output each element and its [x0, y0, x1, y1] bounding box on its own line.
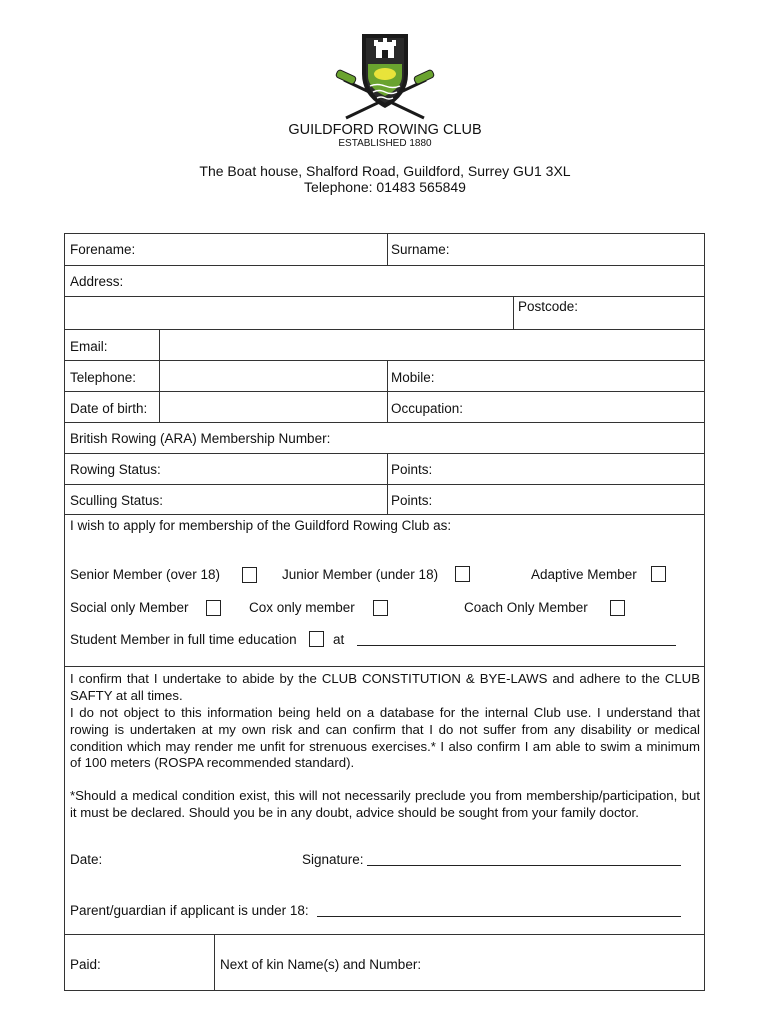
forename-label: Forename: [70, 242, 136, 257]
cox-member-checkbox[interactable] [373, 600, 388, 616]
telephone-field[interactable] [159, 361, 387, 391]
date-label: Date: [70, 852, 103, 867]
surname-label: Surname: [391, 242, 450, 257]
signature-line[interactable] [367, 865, 681, 866]
declaration-paragraph-2: I do not object to this information being held on a database for the internal Club use. I understand that rowing is undertaken at my own risk and can confirm that I do not suffer from any disability or medical condition which may render me unfit for strenuous exercises.* I also confirm I am able to swim a minimum of 100 meters (ROSPA recommended standard). [70, 705, 700, 771]
rowing-status-label: Rowing Status: [70, 462, 161, 477]
senior-member-checkbox[interactable] [242, 567, 257, 583]
phone-row [65, 360, 704, 391]
dob-field[interactable] [159, 392, 387, 422]
address-field[interactable] [65, 265, 704, 296]
forename-field[interactable] [65, 234, 387, 265]
sculling-points-label: Points: [391, 493, 433, 508]
email-field[interactable] [159, 330, 704, 360]
dob-label: Date of birth: [70, 401, 148, 416]
next-of-kin-label: Next of kin Name(s) and Number: [220, 957, 422, 972]
postcode-label: Postcode: [518, 299, 579, 314]
next-of-kin-field[interactable] [214, 935, 704, 990]
sculling-status-label: Sculling Status: [70, 493, 164, 508]
rowing-status-field[interactable] [65, 454, 387, 484]
paid-field[interactable] [65, 935, 214, 990]
occupation-label: Occupation: [391, 401, 464, 416]
student-member-label: Student Member in full time education [70, 632, 297, 647]
social-member-label: Social only Member [70, 600, 189, 615]
parent-guardian-line[interactable] [317, 916, 681, 917]
sculling-status-row [65, 484, 704, 514]
postcode-field[interactable] [513, 297, 704, 329]
cox-member-label: Cox only member [249, 600, 355, 615]
email-row [65, 329, 704, 360]
student-member-checkbox[interactable] [309, 631, 324, 647]
occupation-field[interactable] [387, 392, 704, 422]
rowing-status-row [65, 453, 704, 484]
established-year: ESTABLISHED 1880 [338, 138, 432, 149]
social-member-checkbox[interactable] [206, 600, 221, 616]
email-label: Email: [70, 339, 108, 354]
name-row [65, 234, 704, 265]
rowing-points-label: Points: [391, 462, 433, 477]
senior-member-label: Senior Member (over 18) [70, 567, 221, 582]
sculling-status-field[interactable] [65, 485, 387, 514]
ara-label: British Rowing (ARA) Membership Number: [70, 431, 331, 446]
club-crest-logo [330, 30, 440, 120]
declaration-section [65, 666, 704, 937]
telephone-label: Telephone: [70, 370, 137, 385]
coach-member-checkbox[interactable] [610, 600, 625, 616]
student-institution-line[interactable] [357, 645, 676, 646]
adaptive-member-checkbox[interactable] [651, 566, 666, 582]
mobile-label: Mobile: [391, 370, 435, 385]
dob-row [65, 391, 704, 422]
membership-form [64, 233, 705, 991]
sculling-points-field[interactable] [387, 485, 704, 514]
club-name: GUILDFORD ROWING CLUB [288, 122, 482, 138]
signature-label: Signature: [302, 852, 364, 867]
junior-member-label: Junior Member (under 18) [282, 567, 439, 582]
rowing-points-field[interactable] [387, 454, 704, 484]
paid-row [65, 934, 704, 990]
club-address: The Boat house, Shalford Road, Guildford, Surrey GU1 3XL [199, 163, 571, 179]
membership-section [65, 514, 704, 655]
mobile-field[interactable] [387, 361, 704, 391]
parent-guardian-label: Parent/guardian if applicant is under 18: [70, 903, 309, 918]
adaptive-member-label: Adaptive Member [531, 567, 637, 582]
address-label: Address: [70, 274, 124, 289]
postcode-row [65, 296, 704, 329]
club-telephone: Telephone: 01483 565849 [304, 179, 466, 195]
student-at-label: at [333, 632, 345, 647]
coach-member-label: Coach Only Member [464, 600, 588, 615]
medical-note: *Should a medical condition exist, this will not necessarily preclude you from membership/participation, but it must be declared. Should you be in any doubt, advice should be sought from your family doctor. [70, 788, 700, 820]
surname-field[interactable] [387, 234, 704, 265]
junior-member-checkbox[interactable] [455, 566, 470, 582]
paid-label: Paid: [70, 957, 101, 972]
declaration-paragraph-1: I confirm that I undertake to abide by the CLUB CONSTITUTION & BYE-LAWS and adhere to the CLUB SAFTY at all times. [70, 671, 700, 703]
membership-intro: I wish to apply for membership of the Guildford Rowing Club as: [70, 518, 452, 533]
ara-number-field[interactable] [65, 422, 704, 453]
